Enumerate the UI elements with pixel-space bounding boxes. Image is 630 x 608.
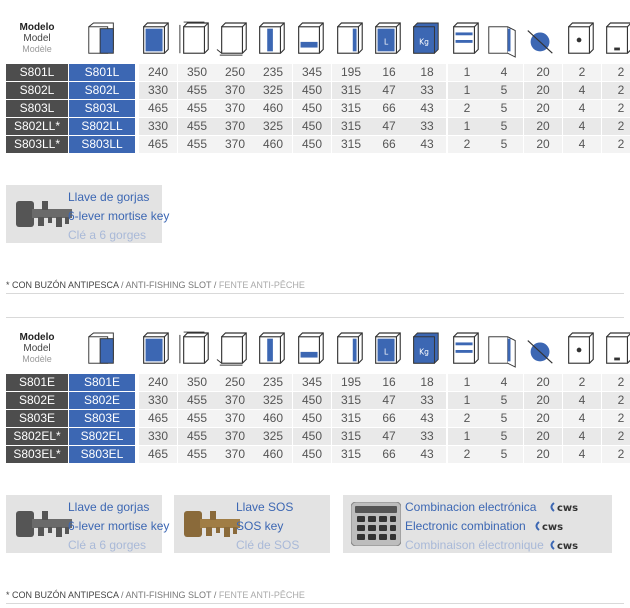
table-header <box>6 18 624 62</box>
value-cell: 2 <box>602 374 630 391</box>
bolt-diameter-icon <box>523 20 559 60</box>
model-column-header <box>6 332 68 365</box>
value-cell: 47 <box>370 118 408 135</box>
width-icon <box>177 330 213 370</box>
model-cell: S801L <box>6 64 68 81</box>
inner-height-icon <box>253 20 289 60</box>
shelves-icon <box>447 330 483 370</box>
header-model: Model <box>23 343 51 354</box>
value-cell: 455 <box>178 392 216 409</box>
keypad-icon <box>351 502 401 546</box>
value-cell: 5 <box>485 136 523 153</box>
value-cell: 330 <box>139 118 177 135</box>
value-cell: 315 <box>332 136 370 153</box>
value-cell: 370 <box>216 82 254 99</box>
value-cell: 450 <box>293 410 331 427</box>
value-cell: 195 <box>332 374 370 391</box>
key-label-en: Electronic combination <box>405 519 526 533</box>
value-cell: 2 <box>602 64 630 81</box>
footnote-1: * CON BUZÓN ANTIPESCA / ANTI-FISHING SLOT / FENTE ANTI-PÊCHE <box>6 280 305 290</box>
value-cell: 370 <box>216 428 254 445</box>
value-cell: 325 <box>254 118 292 135</box>
svg-text:Kg: Kg <box>419 37 429 47</box>
weight-kg-icon <box>407 20 443 60</box>
table-header <box>6 328 624 372</box>
key-label-en: SOS key <box>236 519 284 533</box>
value-cell: 370 <box>216 136 254 153</box>
header-modelo: Modelo <box>19 332 55 343</box>
table-row <box>6 446 624 463</box>
value-cell: 235 <box>254 64 292 81</box>
value-cell: 2 <box>448 136 486 153</box>
value-cell: 370 <box>216 392 254 409</box>
code-cell: S801L <box>69 64 135 81</box>
value-cell: 465 <box>139 136 177 153</box>
table-row <box>6 64 624 81</box>
code-cell: S803E <box>69 410 135 427</box>
table-row <box>6 136 624 153</box>
model-column-header <box>6 22 68 55</box>
model-cell: S802EL* <box>6 428 68 445</box>
table-row <box>6 118 624 135</box>
model-cell: S803EL* <box>6 446 68 463</box>
key-label-es: Llave de gorjas <box>68 190 150 204</box>
value-cell: 465 <box>139 446 177 463</box>
value-cell: 2 <box>602 446 630 463</box>
svg-text:cws: cws <box>557 541 579 551</box>
value-cell: 33 <box>408 428 446 445</box>
value-cell: 20 <box>524 410 562 427</box>
value-cell: 450 <box>293 428 331 445</box>
value-cell: 2 <box>563 374 601 391</box>
value-cell: 455 <box>178 410 216 427</box>
value-cell: 370 <box>216 446 254 463</box>
cws-logo-icon <box>548 539 592 551</box>
spec-table-2 <box>6 328 624 467</box>
value-cell: 1 <box>448 374 486 391</box>
code-cell: S801E <box>69 374 135 391</box>
value-cell: 20 <box>524 64 562 81</box>
code-cell: S802EL <box>69 428 135 445</box>
value-cell: 1 <box>448 64 486 81</box>
value-cell: 330 <box>139 82 177 99</box>
door-thickness-icon <box>484 330 520 370</box>
value-cell: 33 <box>408 392 446 409</box>
value-cell: 1 <box>448 82 486 99</box>
table-row <box>6 374 624 391</box>
code-cell: S803L <box>69 100 135 117</box>
anchor-holes-icon <box>600 330 630 370</box>
value-cell: 250 <box>216 374 254 391</box>
volume-liters-icon <box>369 330 405 370</box>
value-cell: 315 <box>332 410 370 427</box>
key-box-sos <box>174 495 330 553</box>
value-cell: 43 <box>408 136 446 153</box>
value-cell: 43 <box>408 410 446 427</box>
height-icon <box>137 330 173 370</box>
header-modelo: Modelo <box>19 22 55 33</box>
value-cell: 455 <box>178 100 216 117</box>
value-cell: 4 <box>563 82 601 99</box>
value-cell: 1 <box>448 428 486 445</box>
value-cell: 325 <box>254 392 292 409</box>
spec-table-1 <box>6 18 624 157</box>
inner-depth-icon <box>331 20 367 60</box>
value-cell: 2 <box>602 428 630 445</box>
value-cell: 455 <box>178 118 216 135</box>
value-cell: 460 <box>254 136 292 153</box>
value-cell: 330 <box>139 392 177 409</box>
key-label-fr: Combinaison électronique <box>405 538 544 552</box>
value-cell: 315 <box>332 100 370 117</box>
value-cell: 2 <box>602 100 630 117</box>
value-cell: 47 <box>370 392 408 409</box>
value-cell: 18 <box>408 64 446 81</box>
weight-kg-icon <box>407 330 443 370</box>
value-cell: 47 <box>370 428 408 445</box>
value-cell: 4 <box>563 410 601 427</box>
model-cell: S802LL* <box>6 118 68 135</box>
divider <box>6 317 624 318</box>
value-cell: 460 <box>254 410 292 427</box>
key-label-es: Llave de gorjas <box>68 500 150 514</box>
divider <box>6 603 624 604</box>
height-icon <box>137 20 173 60</box>
value-cell: 455 <box>178 82 216 99</box>
door-thickness-icon <box>484 20 520 60</box>
value-cell: 66 <box>370 446 408 463</box>
sos-key-icon <box>184 507 242 541</box>
inner-height-icon <box>253 330 289 370</box>
key-label-es: Llave SOS <box>236 500 294 514</box>
value-cell: 450 <box>293 446 331 463</box>
value-cell: 66 <box>370 100 408 117</box>
value-cell: 5 <box>485 100 523 117</box>
value-cell: 370 <box>216 118 254 135</box>
cws-logo-icon <box>548 501 592 513</box>
value-cell: 43 <box>408 446 446 463</box>
svg-text:Kg: Kg <box>419 347 429 357</box>
value-cell: 47 <box>370 82 408 99</box>
depth-icon <box>215 20 251 60</box>
shelves-icon <box>447 20 483 60</box>
value-cell: 2 <box>602 392 630 409</box>
code-cell: S803LL <box>69 136 135 153</box>
value-cell: 450 <box>293 136 331 153</box>
model-cell: S802E <box>6 392 68 409</box>
value-cell: 2 <box>448 100 486 117</box>
footnote-2: * CON BUZÓN ANTIPESCA / ANTI-FISHING SLOT / FENTE ANTI-PÊCHE <box>6 590 305 600</box>
value-cell: 240 <box>139 64 177 81</box>
value-cell: 43 <box>408 100 446 117</box>
value-cell: 20 <box>524 374 562 391</box>
value-cell: 20 <box>524 392 562 409</box>
value-cell: 4 <box>563 118 601 135</box>
value-cell: 370 <box>216 410 254 427</box>
width-icon <box>177 20 213 60</box>
value-cell: 235 <box>254 374 292 391</box>
value-cell: 350 <box>178 374 216 391</box>
value-cell: 33 <box>408 82 446 99</box>
value-cell: 450 <box>293 82 331 99</box>
inner-depth-icon <box>331 330 367 370</box>
value-cell: 345 <box>293 374 331 391</box>
inner-width-icon <box>292 330 328 370</box>
bolts-icon <box>562 20 598 60</box>
depth-icon <box>215 330 251 370</box>
svg-text:cws: cws <box>557 503 579 513</box>
front-door-icon <box>84 330 120 370</box>
value-cell: 16 <box>370 64 408 81</box>
value-cell: 1 <box>448 118 486 135</box>
value-cell: 20 <box>524 100 562 117</box>
value-cell: 5 <box>485 410 523 427</box>
header-modele: Modèle <box>22 44 52 54</box>
value-cell: 250 <box>216 64 254 81</box>
value-cell: 465 <box>139 410 177 427</box>
value-cell: 20 <box>524 446 562 463</box>
value-cell: 20 <box>524 118 562 135</box>
key-label-fr: Clé a 6 gorges <box>68 538 147 552</box>
value-cell: 5 <box>485 82 523 99</box>
svg-text:L: L <box>383 347 389 357</box>
value-cell: 240 <box>139 374 177 391</box>
value-cell: 4 <box>563 100 601 117</box>
value-cell: 460 <box>254 446 292 463</box>
value-cell: 450 <box>293 100 331 117</box>
mortise-key-icon <box>16 197 74 231</box>
value-cell: 20 <box>524 428 562 445</box>
value-cell: 350 <box>178 64 216 81</box>
code-cell: S802LL <box>69 118 135 135</box>
key-label-fr: Clé a 6 gorges <box>68 228 147 242</box>
value-cell: 16 <box>370 374 408 391</box>
table-row <box>6 428 624 445</box>
table-row <box>6 392 624 409</box>
value-cell: 2 <box>602 410 630 427</box>
value-cell: 315 <box>332 118 370 135</box>
value-cell: 2 <box>448 446 486 463</box>
table-row <box>6 82 624 99</box>
value-cell: 2 <box>602 82 630 99</box>
value-cell: 20 <box>524 82 562 99</box>
svg-text:cws: cws <box>542 522 564 532</box>
value-cell: 465 <box>139 100 177 117</box>
key-label-en: 6-lever mortise key <box>68 519 170 533</box>
mortise-key-icon <box>16 507 74 541</box>
value-cell: 18 <box>408 374 446 391</box>
value-cell: 2 <box>563 64 601 81</box>
value-cell: 370 <box>216 100 254 117</box>
cws-logo-icon <box>533 520 577 532</box>
value-cell: 325 <box>254 428 292 445</box>
value-cell: 345 <box>293 64 331 81</box>
value-cell: 325 <box>254 82 292 99</box>
model-cell: S803LL* <box>6 136 68 153</box>
value-cell: 315 <box>332 446 370 463</box>
value-cell: 450 <box>293 118 331 135</box>
header-model: Model <box>23 33 51 44</box>
code-cell: S802E <box>69 392 135 409</box>
value-cell: 315 <box>332 428 370 445</box>
value-cell: 20 <box>524 136 562 153</box>
value-cell: 455 <box>178 136 216 153</box>
table-row <box>6 100 624 117</box>
table-row <box>6 410 624 427</box>
value-cell: 4 <box>563 446 601 463</box>
value-cell: 33 <box>408 118 446 135</box>
key-label-fr: Clé de SOS <box>236 538 300 552</box>
value-cell: 4 <box>485 64 523 81</box>
header-modele: Modèle <box>22 354 52 364</box>
divider <box>6 293 624 294</box>
front-door-icon <box>84 20 120 60</box>
value-cell: 315 <box>332 82 370 99</box>
inner-width-icon <box>292 20 328 60</box>
value-cell: 2 <box>602 118 630 135</box>
value-cell: 5 <box>485 446 523 463</box>
value-cell: 195 <box>332 64 370 81</box>
value-cell: 460 <box>254 100 292 117</box>
value-cell: 4 <box>563 136 601 153</box>
svg-text:L: L <box>383 37 389 47</box>
value-cell: 4 <box>563 392 601 409</box>
code-cell: S803EL <box>69 446 135 463</box>
value-cell: 315 <box>332 392 370 409</box>
value-cell: 1 <box>448 392 486 409</box>
value-cell: 66 <box>370 410 408 427</box>
value-cell: 4 <box>485 374 523 391</box>
value-cell: 2 <box>602 136 630 153</box>
key-box-mortise <box>6 185 170 243</box>
bolt-diameter-icon <box>523 330 559 370</box>
key-box-electronic <box>343 495 612 553</box>
value-cell: 5 <box>485 118 523 135</box>
model-cell: S801E <box>6 374 68 391</box>
value-cell: 66 <box>370 136 408 153</box>
code-cell: S802L <box>69 82 135 99</box>
value-cell: 2 <box>448 410 486 427</box>
value-cell: 5 <box>485 392 523 409</box>
key-label-en: 6-lever mortise key <box>68 209 170 223</box>
value-cell: 455 <box>178 428 216 445</box>
value-cell: 455 <box>178 446 216 463</box>
key-label-es: Combinacion electrónica <box>405 500 537 514</box>
value-cell: 5 <box>485 428 523 445</box>
model-cell: S803E <box>6 410 68 427</box>
model-cell: S802L <box>6 82 68 99</box>
value-cell: 450 <box>293 392 331 409</box>
table-body <box>6 374 624 469</box>
bolts-icon <box>562 330 598 370</box>
value-cell: 4 <box>563 428 601 445</box>
value-cell: 330 <box>139 428 177 445</box>
anchor-holes-icon <box>600 20 630 60</box>
volume-liters-icon <box>369 20 405 60</box>
key-box-mortise <box>6 495 170 553</box>
table-body <box>6 64 624 159</box>
model-cell: S803L <box>6 100 68 117</box>
